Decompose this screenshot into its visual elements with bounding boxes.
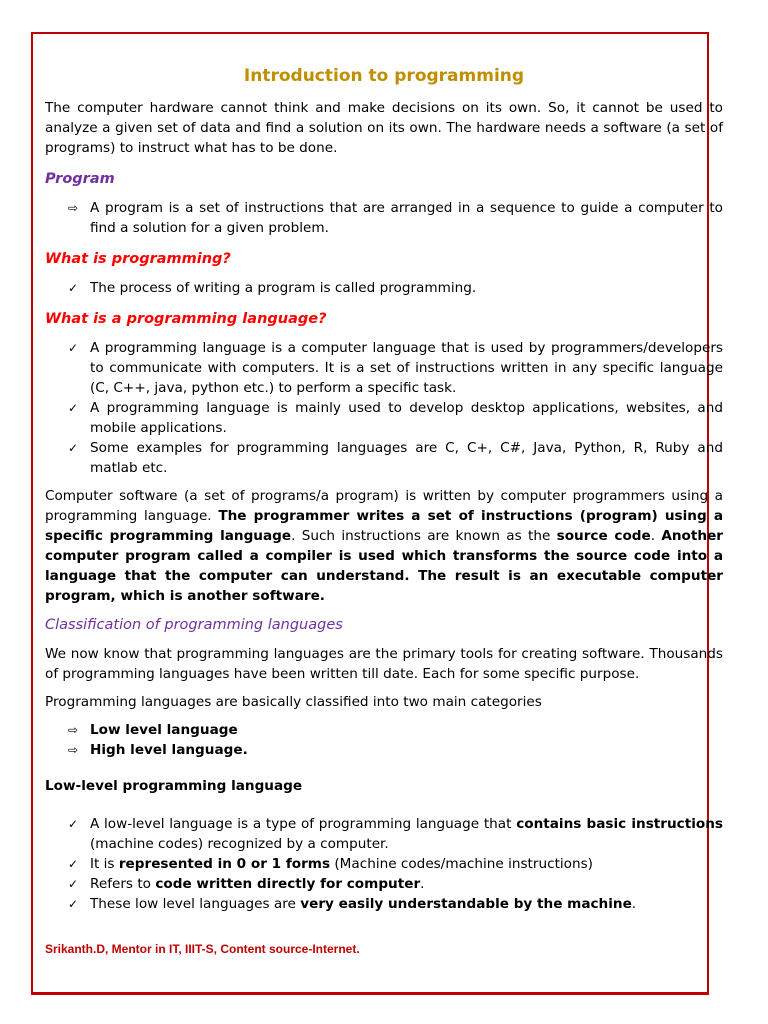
heading-programming-language: What is a programming language?: [45, 311, 327, 327]
categories-paragraph: Programming languages are basically classified into two main categories: [45, 694, 542, 710]
arrow-icon: ⇨: [68, 743, 79, 757]
arrow-icon: ⇨: [68, 201, 79, 215]
list-item: ✓ A programming language is a computer language that is used by programmers/developers to communicate with computers. It is a set of instructions written in any specific language (C, C++, java, python etc.) to perform a specific task.: [68, 340, 723, 396]
heading-classification: Classification of programming languages: [45, 617, 343, 633]
language-list: [45, 338, 723, 478]
categories-list: [45, 720, 723, 760]
heading-low-level: Low-level programming language: [45, 778, 303, 794]
list-item: ✓ A low-level language is a type of programming language that contains basic instructions (machine codes) recognized by a computer.: [68, 816, 723, 852]
list-item: ⇨ High level language.: [68, 742, 248, 758]
page-title: Introduction to programming: [243, 66, 525, 86]
check-icon: ✓: [68, 897, 79, 911]
list-item: ✓ It is represented in 0 or 1 forms (Machine codes/machine instructions): [68, 856, 593, 872]
list-item: ✓ Refers to code written directly for computer.: [68, 876, 425, 892]
programming-list: [45, 278, 723, 298]
document-body: [45, 64, 723, 920]
check-icon: ✓: [68, 281, 79, 295]
check-icon: ✓: [68, 441, 79, 455]
check-icon: ✓: [68, 877, 79, 891]
list-item: ⇨ A program is a set of instructions that are arranged in a sequence to guide a computer to find a solution for a given problem.: [68, 200, 723, 236]
list-item: ✓ The process of writing a program is called programming.: [68, 280, 477, 296]
check-icon: ✓: [68, 857, 79, 871]
check-icon: ✓: [68, 817, 79, 831]
list-item: ✓ A programming language is mainly used to develop desktop applications, websites, and mobile applications.: [68, 400, 723, 436]
list-item: ✓ These low level languages are very easily understandable by the machine.: [68, 896, 637, 912]
list-item: ✓ Some examples for programming languages are C, C+, C#, Java, Python, R, Ruby and matlab etc.: [68, 440, 723, 476]
check-icon: ✓: [68, 401, 79, 415]
heading-program: Program: [45, 171, 115, 187]
list-item: ⇨ Low level language: [68, 722, 238, 738]
program-list: [45, 198, 723, 238]
classification-paragraph: We now know that programming languages are the primary tools for creating software. Thousands of programming languages have been written till date. Each for some specific purpose.: [45, 646, 723, 682]
intro-paragraph: The computer hardware cannot think and make decisions on its own. So, it cannot be used to analyze a given set of data and find a solution on its own. The hardware needs a software (a set of programs) to instruct what has to be done.: [45, 100, 723, 156]
heading-what-is-programming: What is programming?: [45, 251, 231, 267]
software-paragraph: Computer software (a set of programs/a program) is written by computer programmers using a programming language. The programmer writes a set of instructions (program) using a specific programming language. Such instructions are known as the source code. Another computer program called a compiler is used which transforms the source code into a language that the computer can understand. The result is an executable computer program, which is another software.: [45, 488, 723, 604]
low-level-list: [45, 814, 723, 914]
check-icon: ✓: [68, 341, 79, 355]
arrow-icon: ⇨: [68, 723, 79, 737]
footer-credit: Srikanth.D, Mentor in IT, IIIT-S, Content source-Internet.: [45, 942, 360, 956]
